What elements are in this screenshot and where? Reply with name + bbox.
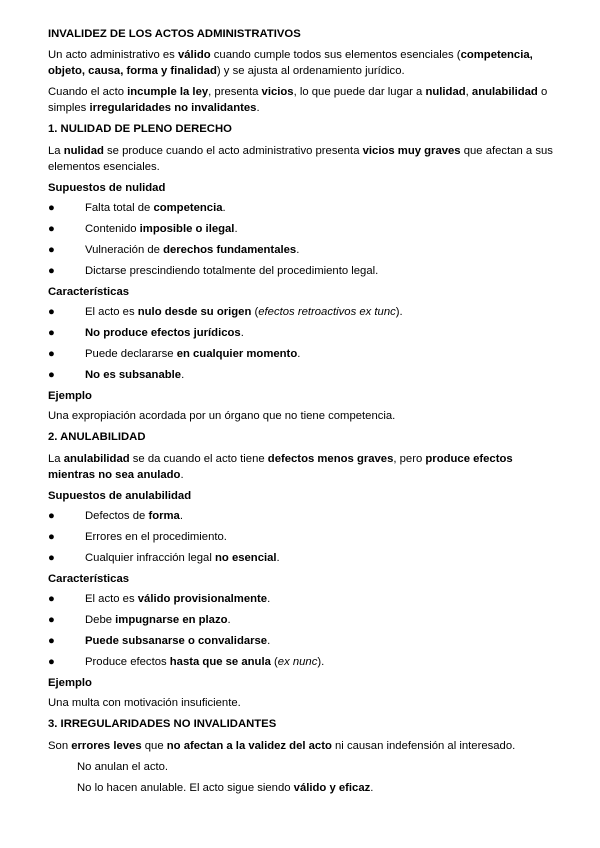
bullet-icon: ●	[48, 306, 55, 318]
text-run: La	[48, 145, 64, 157]
text-run: cuando cumple todos sus elementos esenciales (	[210, 49, 461, 61]
list-item-text	[85, 593, 270, 605]
list-item-text	[85, 552, 280, 564]
intro-paragraph-2	[48, 84, 558, 116]
text-run: .	[179, 510, 183, 522]
text-run: Dictarse prescindiendo totalmente del procedimiento legal.	[85, 265, 379, 277]
caracteristicas-list	[48, 304, 558, 388]
text-run: Son	[48, 740, 72, 752]
text-run: .	[256, 102, 260, 114]
list-item-text	[85, 510, 183, 522]
bold-text: en cualquier momento	[176, 348, 298, 360]
bold-text: produce efectos mientras no sea anulado	[48, 453, 513, 481]
italic-text: efectos retroactivos ex tunc	[258, 306, 396, 318]
section-nulidad	[48, 121, 558, 424]
text-run: Vulneración de	[85, 244, 164, 256]
caracteristicas-heading: Características	[48, 286, 130, 298]
bold-text: anulabilidad	[471, 86, 538, 98]
text-run: , lo que puede dar lugar a	[293, 86, 426, 98]
list-item-text	[85, 531, 227, 543]
bold-text: hasta que se anula	[169, 656, 271, 668]
text-run: ni causan indefensión al interesado.	[331, 740, 516, 752]
text-run: o simples	[48, 86, 548, 114]
text-run: No lo hacen anulable. El acto sigue siendo	[77, 782, 294, 794]
text-run: .	[222, 202, 226, 214]
bullet-icon: ●	[48, 348, 55, 360]
text-run: se da cuando el acto tiene	[129, 453, 268, 465]
list-item-text	[85, 656, 324, 668]
bullet-icon: ●	[48, 510, 55, 522]
text-run: que afectan a sus elementos esenciales.	[48, 145, 553, 173]
list-item	[48, 633, 558, 654]
text-run: El acto es	[85, 306, 138, 318]
bold-text: imposible o ilegal	[139, 223, 235, 235]
list-item-text	[85, 635, 270, 647]
list-item	[48, 654, 558, 675]
bullet-icon: ●	[48, 369, 55, 381]
list-item	[48, 508, 558, 529]
list-item-text	[85, 369, 184, 381]
ejemplo-heading: Ejemplo	[48, 390, 92, 402]
text-run: Un acto administrativo es	[48, 49, 178, 61]
bold-text: vicios	[261, 86, 294, 98]
list-item-text	[85, 327, 244, 339]
section-description	[48, 451, 558, 483]
text-run: .	[267, 593, 271, 605]
text-run: .	[296, 244, 300, 256]
bullet-icon: ●	[48, 593, 55, 605]
list-item-text	[85, 614, 231, 626]
list-item-text	[85, 306, 403, 318]
ejemplo-text: Una multa con motivación insuficiente.	[48, 697, 241, 709]
document-page	[48, 26, 558, 801]
bold-text: impugnarse en plazo	[115, 614, 228, 626]
text-run: ,	[465, 86, 472, 98]
section-description	[48, 738, 558, 754]
text-run: .	[240, 327, 244, 339]
text-run: La	[48, 453, 64, 465]
list-item-text	[85, 348, 300, 360]
list-item	[48, 242, 558, 263]
section-heading: 1. NULIDAD DE PLENO DERECHO	[48, 123, 232, 135]
text-run: .	[276, 552, 280, 564]
list-item	[48, 591, 558, 612]
text-run: Cuando el acto	[48, 86, 128, 98]
bold-text: defectos menos graves	[267, 453, 394, 465]
bold-text: anulabilidad	[63, 453, 130, 465]
list-item	[48, 221, 558, 242]
text-run: ).	[395, 306, 403, 318]
text-run: Debe	[85, 614, 116, 626]
text-run: .	[297, 348, 301, 360]
bullet-icon: ●	[48, 614, 55, 626]
text-run: .	[370, 782, 374, 794]
italic-text: ex nunc	[277, 656, 318, 668]
text-run: Defectos de	[85, 510, 149, 522]
section-description	[48, 143, 558, 175]
list-item	[48, 325, 558, 346]
section-irregularidades	[48, 716, 558, 796]
text-run: (	[270, 656, 278, 668]
list-item-text	[85, 223, 238, 235]
ejemplo-text: Una expropiación acordada por un órgano que no tiene competencia.	[48, 410, 396, 422]
text-run: ) y se ajusta al ordenamiento jurídico.	[216, 65, 405, 77]
list-item	[48, 263, 558, 284]
supuestos-list	[48, 200, 558, 284]
list-item	[48, 529, 558, 550]
text-run: .	[181, 369, 185, 381]
text-run: No anulan el acto.	[77, 761, 169, 773]
text-run: Produce efectos	[85, 656, 170, 668]
bullet-icon: ●	[48, 635, 55, 647]
text-run: ).	[317, 656, 325, 668]
bold-text: No produce efectos jurídicos	[85, 327, 241, 339]
text-run: Falta total de	[85, 202, 154, 214]
document-title: INVALIDEZ DE LOS ACTOS ADMINISTRATIVOS	[48, 28, 301, 40]
text-run: El acto es	[85, 593, 138, 605]
text-run: .	[267, 635, 271, 647]
bold-text: errores leves	[71, 740, 142, 752]
list-item-text	[85, 265, 378, 277]
supuestos-list	[48, 508, 558, 571]
supuestos-heading: Supuestos de nulidad	[48, 182, 166, 194]
list-item	[48, 367, 558, 388]
bullet-icon: ●	[48, 531, 55, 543]
bold-text: válido y eficaz	[293, 782, 371, 794]
text-run: , pero	[393, 453, 426, 465]
section-heading: 3. IRREGULARIDADES NO INVALIDANTES	[48, 718, 277, 730]
bold-text: forma	[148, 510, 180, 522]
intro-paragraph-1	[48, 47, 558, 79]
bold-text: Puede subsanarse o convalidarse	[85, 635, 268, 647]
list-item	[48, 612, 558, 633]
text-run: , presenta	[208, 86, 262, 98]
bullet-icon: ●	[48, 552, 55, 564]
text-run: .	[227, 614, 231, 626]
bold-text: no esencial	[215, 552, 277, 564]
list-item-text	[85, 244, 299, 256]
bullet-icon: ●	[48, 202, 55, 214]
bullet-icon: ●	[48, 244, 55, 256]
text-run: Errores en el procedimiento.	[85, 531, 227, 543]
bold-text: vicios muy graves	[362, 145, 461, 157]
bold-text: competencia	[153, 202, 223, 214]
bullet-icon: ●	[48, 327, 55, 339]
ejemplo-heading: Ejemplo	[48, 677, 92, 689]
bold-text: nulo desde su origen	[137, 306, 252, 318]
text-run: se produce cuando el acto administrativo presenta	[103, 145, 363, 157]
supuestos-heading: Supuestos de anulabilidad	[48, 490, 192, 502]
list-item	[48, 346, 558, 367]
bold-text: nulidad	[425, 86, 466, 98]
list-item	[48, 550, 558, 571]
section-anulabilidad	[48, 429, 558, 711]
text-run: Contenido	[85, 223, 140, 235]
bold-text: No es subsanable	[85, 369, 182, 381]
bullet-icon: ●	[48, 265, 55, 277]
bullet-icon: ●	[48, 656, 55, 668]
bullet-icon: ●	[48, 223, 55, 235]
text-run: Cualquier infracción legal	[85, 552, 215, 564]
text-run: .	[180, 469, 184, 481]
list-item-text	[85, 202, 226, 214]
caracteristicas-list	[48, 591, 558, 675]
bold-text: válido provisionalmente	[137, 593, 268, 605]
bold-text: incumple la ley	[127, 86, 209, 98]
text-run: Puede declararse	[85, 348, 177, 360]
caracteristicas-heading: Características	[48, 573, 130, 585]
text-run: (	[251, 306, 259, 318]
bold-text: válido	[177, 49, 211, 61]
list-item	[48, 200, 558, 221]
bold-text: nulidad	[63, 145, 104, 157]
text-run: que	[141, 740, 167, 752]
indented-line-1	[48, 759, 558, 775]
indented-line-2	[48, 780, 558, 796]
bold-text: competencia, objeto, causa, forma y finalidad	[48, 49, 533, 77]
bold-text: no afectan a la validez del acto	[166, 740, 332, 752]
bold-text: derechos fundamentales	[163, 244, 297, 256]
list-item	[48, 304, 558, 325]
text-run: .	[234, 223, 238, 235]
bold-text: irregularidades no invalidantes	[89, 102, 257, 114]
section-heading: 2. ANULABILIDAD	[48, 431, 146, 443]
